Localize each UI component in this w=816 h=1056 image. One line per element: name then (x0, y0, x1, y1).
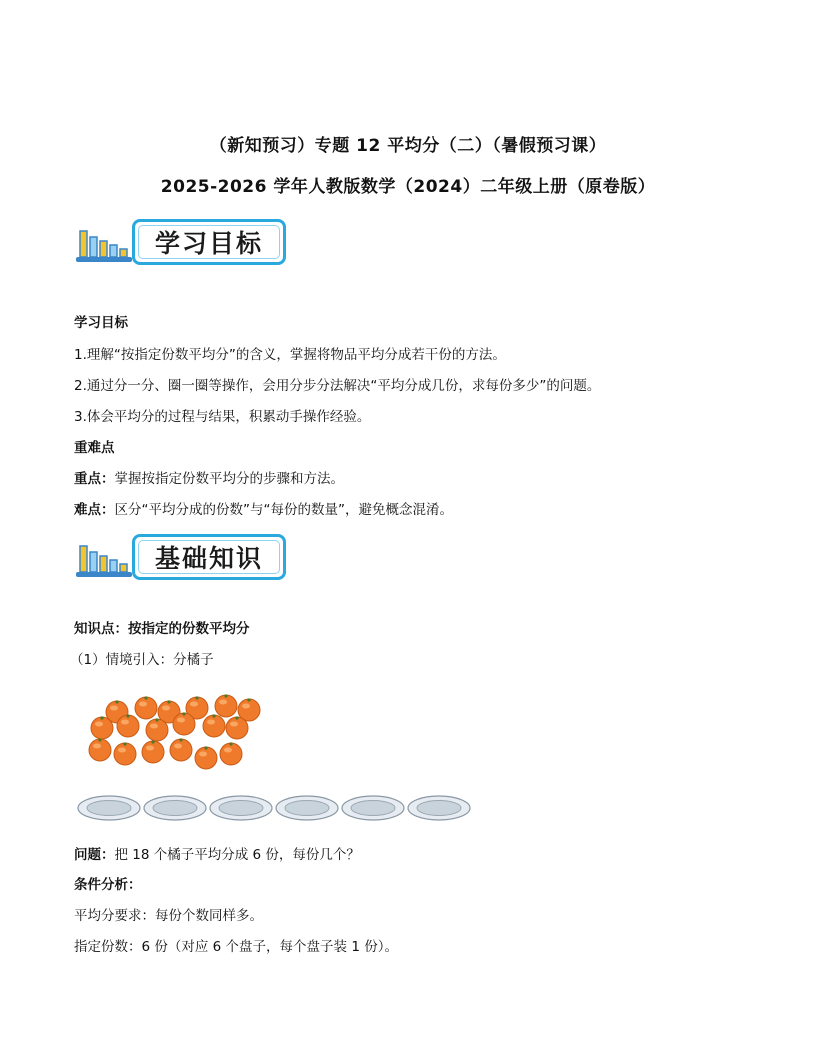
orange-icon (170, 738, 192, 761)
plate-icon (144, 796, 206, 820)
analysis-line-2: 指定份数：6 份（对应 6 个盘子，每个盘子装 1 份）。 (74, 939, 398, 955)
plate-icon (276, 796, 338, 820)
question-line (74, 843, 360, 863)
plate-icon (78, 796, 140, 820)
difficult-point-label: 难点： (74, 502, 115, 518)
question-label: 问题： (74, 847, 115, 863)
orange-icon (89, 738, 111, 761)
key-points-heading: 重难点 (74, 440, 115, 456)
orange-icon (135, 696, 157, 719)
key-point-text: 掌握按指定份数平均分的步骤和方法。 (114, 471, 344, 487)
key-point-label: 重点： (74, 471, 115, 487)
scenario-intro: （1）情境引入：分橘子 (70, 652, 214, 668)
basics-section-banner (74, 532, 290, 586)
orange-icon (146, 718, 168, 741)
orange-icon (226, 716, 248, 739)
objectives-section-banner (74, 217, 290, 271)
orange-icon (117, 714, 139, 737)
difficult-point-text: 区分“平均分成的份数”与“每份的数量”，避免概念混淆。 (114, 502, 453, 518)
objective-item-1: 1.理解“按指定份数平均分”的含义，掌握将物品平均分成若干份的方法。 (74, 347, 506, 363)
analysis-line-1: 平均分要求：每份个数同样多。 (74, 908, 263, 924)
document-title-line-2: 2025-2026 学年人教版数学（2024）二年级上册（原卷版） (160, 177, 656, 197)
orange-icon (114, 742, 136, 765)
orange-icon (91, 716, 113, 739)
banner-label: 学习目标 (154, 229, 263, 258)
question-text: 把 18 个橘子平均分成 6 份，每份几个？ (114, 847, 360, 863)
difficult-point-line (74, 498, 453, 518)
orange-icon (215, 694, 237, 717)
knowledge-heading: 知识点：按指定的份数平均分 (74, 621, 250, 637)
orange-icon (173, 712, 195, 735)
orange-icon (203, 714, 225, 737)
objective-item-3: 3.体会平均分的过程与结果，积累动手操作经验。 (74, 409, 371, 425)
orange-icon (142, 740, 164, 763)
plate-icon (210, 796, 272, 820)
document-title-line-1: （新知预习）专题 12 平均分（二）（暑假预习课） (209, 136, 607, 156)
orange-icon (220, 742, 242, 765)
plate-icon (408, 796, 470, 820)
orange-icon (195, 746, 217, 769)
key-point-line (74, 467, 344, 487)
objective-item-2: 2.通过分一分、圈一圈等操作，会用分步分法解决“平均分成几份，求每份多少”的问题。 (74, 378, 601, 394)
bar-chart-icon (74, 538, 136, 582)
objectives-heading: 学习目标 (74, 315, 128, 331)
banner-label: 基础知识 (154, 544, 263, 573)
plate-icon (342, 796, 404, 820)
bar-chart-icon (74, 223, 136, 267)
analysis-heading: 条件分析： (74, 877, 142, 893)
oranges-and-plates-illustration (76, 690, 476, 826)
